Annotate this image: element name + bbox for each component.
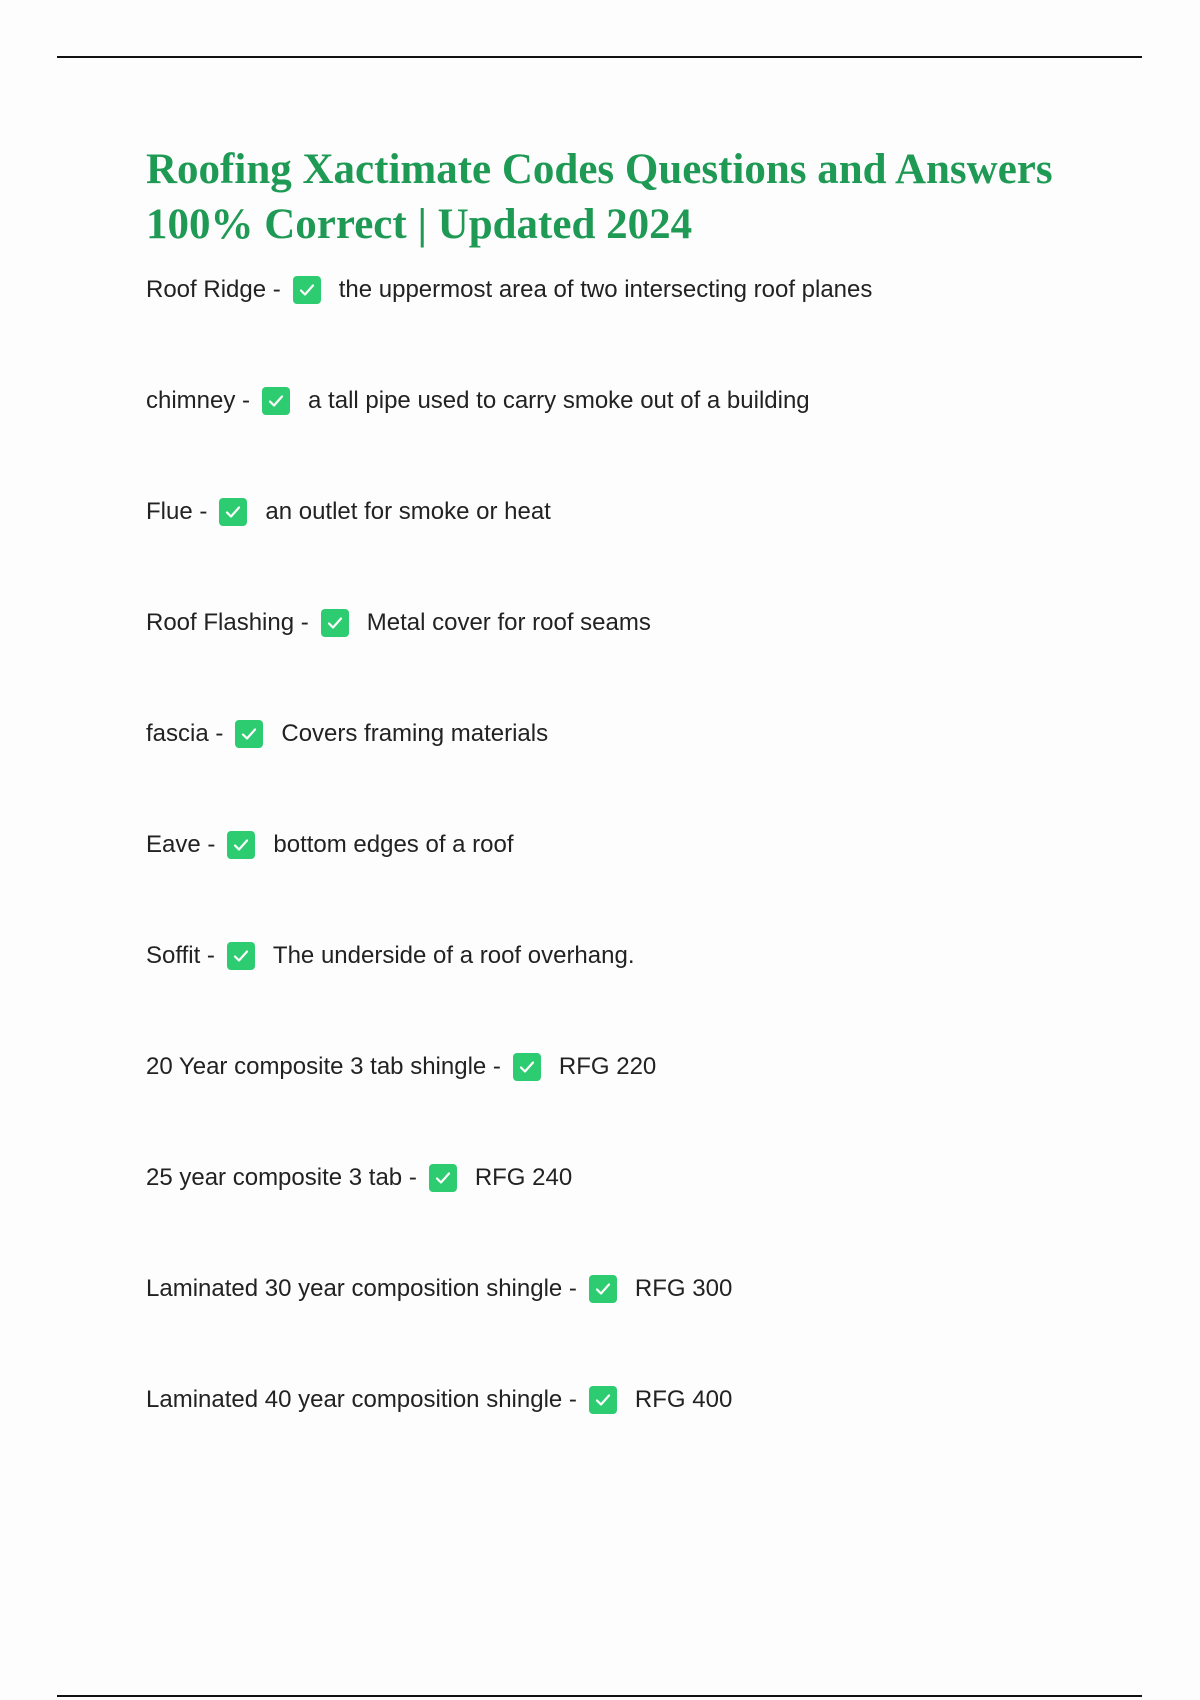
term: fascia -: [146, 720, 224, 747]
answer: RFG 400: [634, 1386, 733, 1413]
answer: RFG 220: [558, 1053, 657, 1080]
term: Roof Ridge -: [146, 276, 281, 303]
answer: the uppermost area of two intersecting roof planes: [338, 276, 873, 303]
term: Eave -: [146, 831, 216, 858]
qa-item: [146, 831, 514, 859]
checkmark-icon: [293, 276, 321, 304]
checkmark-icon: [227, 831, 255, 859]
term: Flue -: [146, 498, 208, 525]
answer: RFG 240: [474, 1164, 573, 1191]
term: 20 Year composite 3 tab shingle -: [146, 1053, 501, 1080]
checkmark-icon: [513, 1053, 541, 1081]
term: Soffit -: [146, 942, 215, 969]
checkmark-icon: [589, 1275, 617, 1303]
bottom-rule: [57, 1695, 1142, 1697]
checkmark-icon: [589, 1386, 617, 1414]
qa-item: [146, 1275, 732, 1303]
qa-item: [146, 942, 635, 970]
answer: RFG 300: [634, 1275, 733, 1302]
qa-item: [146, 1386, 732, 1414]
answer: The underside of a roof overhang.: [272, 942, 635, 969]
checkmark-icon: [227, 942, 255, 970]
answer: Covers framing materials: [281, 720, 549, 747]
answer: bottom edges of a roof: [273, 831, 514, 858]
checkmark-icon: [235, 720, 263, 748]
qa-item: [146, 276, 872, 304]
top-rule: [57, 56, 1142, 58]
qa-item: [146, 720, 548, 748]
qa-item: [146, 1164, 572, 1192]
term: 25 year composite 3 tab -: [146, 1164, 417, 1191]
checkmark-icon: [262, 387, 290, 415]
term: Laminated 30 year composition shingle -: [146, 1275, 577, 1302]
qa-item: [146, 609, 651, 637]
term: Laminated 40 year composition shingle -: [146, 1386, 577, 1413]
qa-item: [146, 1053, 656, 1081]
answer: an outlet for smoke or heat: [265, 498, 551, 525]
qa-item: [146, 498, 551, 526]
document-title: Roofing Xactimate Codes Questions and Answers 100% Correct | Updated 2024: [146, 146, 1053, 248]
answer: Metal cover for roof seams: [366, 609, 651, 636]
qa-item: [146, 387, 810, 415]
checkmark-icon: [429, 1164, 457, 1192]
term: chimney -: [146, 387, 251, 414]
answer: a tall pipe used to carry smoke out of a building: [308, 387, 810, 414]
checkmark-icon: [219, 498, 247, 526]
term: Roof Flashing -: [146, 609, 309, 636]
checkmark-icon: [321, 609, 349, 637]
